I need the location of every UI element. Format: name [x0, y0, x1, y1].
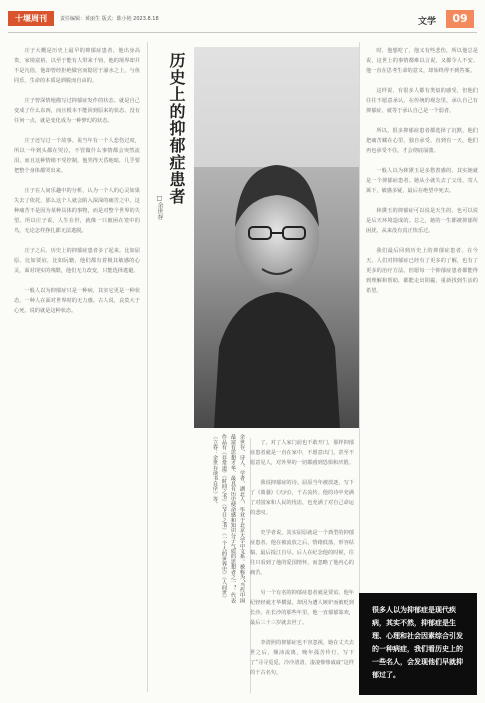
paragraph: 时，他想吃了，他又有些悲伤，所以他总是说，这世上的事情都难以言说，又都令人不安。他一直在思考生命的意义，却始终得不到答案。 — [366, 48, 478, 74]
paragraph: 这样说，有很多人都有类似的感受，但他们往往不愿意承认。在传统的观念里，承认自己有抑郁症，就等于承认自己是一个弱者。 — [366, 88, 478, 114]
column-divider — [147, 42, 148, 692]
pull-quote-text: 很多人以为抑郁症是现代疾病，其实不然，抑郁症是生理、心理和社会因素综合引发的一种病症，我们看历史上的一些名人，会发现他们早就抑郁过了。 — [372, 605, 463, 679]
paragraph: 庄子大概是历史上最早的抑郁症患者。他出身高贵，家境富裕，以至于能有人带来千钧，他的境界却并不是凡俗，他却曾经拒绝做官而隐居于濠水之上，与鱼同乐，生命的本质是洒脱而自由的。 — [14, 48, 140, 84]
article-column-1 — [14, 46, 140, 696]
page-header — [0, 0, 485, 32]
paragraph: 史学者说，其实屈原就是一个典型的抑郁症患者。他在被流放之后，情绪低落，形容枯槁，最后投江自尽。后人在纪念他的时候，往往只看到了他的爱国情怀，而忽略了他内心的痛苦。 — [250, 530, 354, 576]
paragraph: 所以，很多抑郁症患者都选择了沉默，他们把痛苦藏在心里，独自承受。直到有一天，他们再也承受不住，才会彻底崩溃。 — [366, 128, 478, 154]
section-name: 文学 — [418, 17, 437, 27]
paragraph: 李清照的抑郁症也不容忽视。她在丈夫去世之后，颠沛流离，晚年孤苦伶仃，写下了“寻寻觅觅，冷冷清清，凄凄惨惨戚戚”这样的千古名句。 — [250, 640, 354, 676]
article-column-2 — [250, 438, 354, 693]
paragraph: 我们最后回到历史上的抑郁症患者。在今天，人们对抑郁症已经有了更多的了解，也有了更多的治疗方法。但愿每一个抑郁症患者都能得到理解和帮助，都能走出阴霾，重新找到生活的希望。 — [366, 248, 478, 294]
paragraph: 庄子曾深情地描写过抑郁症发作的状态。就是自己变成了什么东西，而且根本不能回到原来的状态。没有任何一点，就是变化成为一种梦幻的状态。 — [14, 98, 140, 124]
page-number: 09 — [446, 10, 474, 28]
article-title: 历史上的抑郁症患者 — [167, 52, 186, 205]
paragraph: 庄子在人间乐趣中的分析，认为一个人的心灵如果失去了依托，那么这个人就会陷入深深的痛苦之中。这种痛苦不是因为某种具体的事物，而是对整个世界的失望。所以庄子说，人生在世，就像一只被困在笼中的鸟，无论怎样挣扎都无法逃脱。 — [14, 188, 140, 234]
author-caption: 余世存，诗人、学者，湖北人，毕业于北京大学中文系。被称为“当代中国最富有思想才华、最具有历史使命感和知识分子气质的思想者之一”。代表作品有《非常道》《时间之书》《节日之书》《一个人的世界史》《人间世》《立春：余世存读书自序》等。 — [212, 434, 245, 604]
paragraph: 我说抑郁症的诗。屈原当年被放逐，写下了《离骚》《天问》，千古流传。他的诗中充满了对国家和人民的忧虑，也充满了对自己命运的悲叹。 — [250, 480, 354, 516]
header-divider — [8, 32, 477, 33]
paragraph: 林黛玉的抑郁症可以说是天生的，也可以说是后天环境造成的。总之，她的一生都被抑郁所困扰，从来没有真正快乐过。 — [366, 208, 478, 234]
paragraph: 庄子之后，历史上的抑郁症患者多了起来。比如屈原、比如贾谊，比如阮籍，他们都有着极其敏感的心灵，面对现实的残酷，他们无力改变，只能选择逃避。 — [14, 248, 140, 274]
portrait-image — [194, 47, 360, 428]
paragraph: 一般人以为抑郁症只是一种病，其实它更是一种状态，一种人在面对世界时的无力感。古人说，哀莫大于心死，说的就是这种状态。 — [14, 288, 140, 314]
paragraph: 庄子还写过一个故事。说当年有一个人悲伤过度，所以一年到头都在哭泣，不管做什么事情都会突然流泪，而且这种情绪不受控制。他哭得天昏地暗，几乎要把整个身体都哭出来。 — [14, 138, 140, 174]
brand-logo: 十堰周刊 — [8, 11, 54, 26]
article-column-3 — [366, 46, 478, 586]
author-portrait — [194, 47, 360, 428]
paragraph: 另一个有名的抑郁症患者就是贾谊。他年纪轻轻就才华横溢，却因为遭人嫉妒而被贬到长沙。在长沙的那些年里，他一直郁郁寡欢，最后三十三岁就去世了。 — [250, 590, 354, 626]
paragraph: 一般人以为林黛玉是多愁善感的，其实她就是一个抑郁症患者。她从小就失去了父母，寄人篱下，敏感多疑，最后在绝望中死去。 — [366, 168, 478, 194]
editor-meta: 责任编辑：黄丽生 版式：陈小艳 2023.8.18 — [60, 16, 159, 22]
paragraph: 了，对了人家门前也不敢开门，那样抑郁症患者就是一直在家中，不愿意出门，甚至不愿意见人，对外界的一切都感到恐惧和厌倦。 — [250, 440, 354, 466]
article-author: □余世存 — [156, 195, 163, 220]
